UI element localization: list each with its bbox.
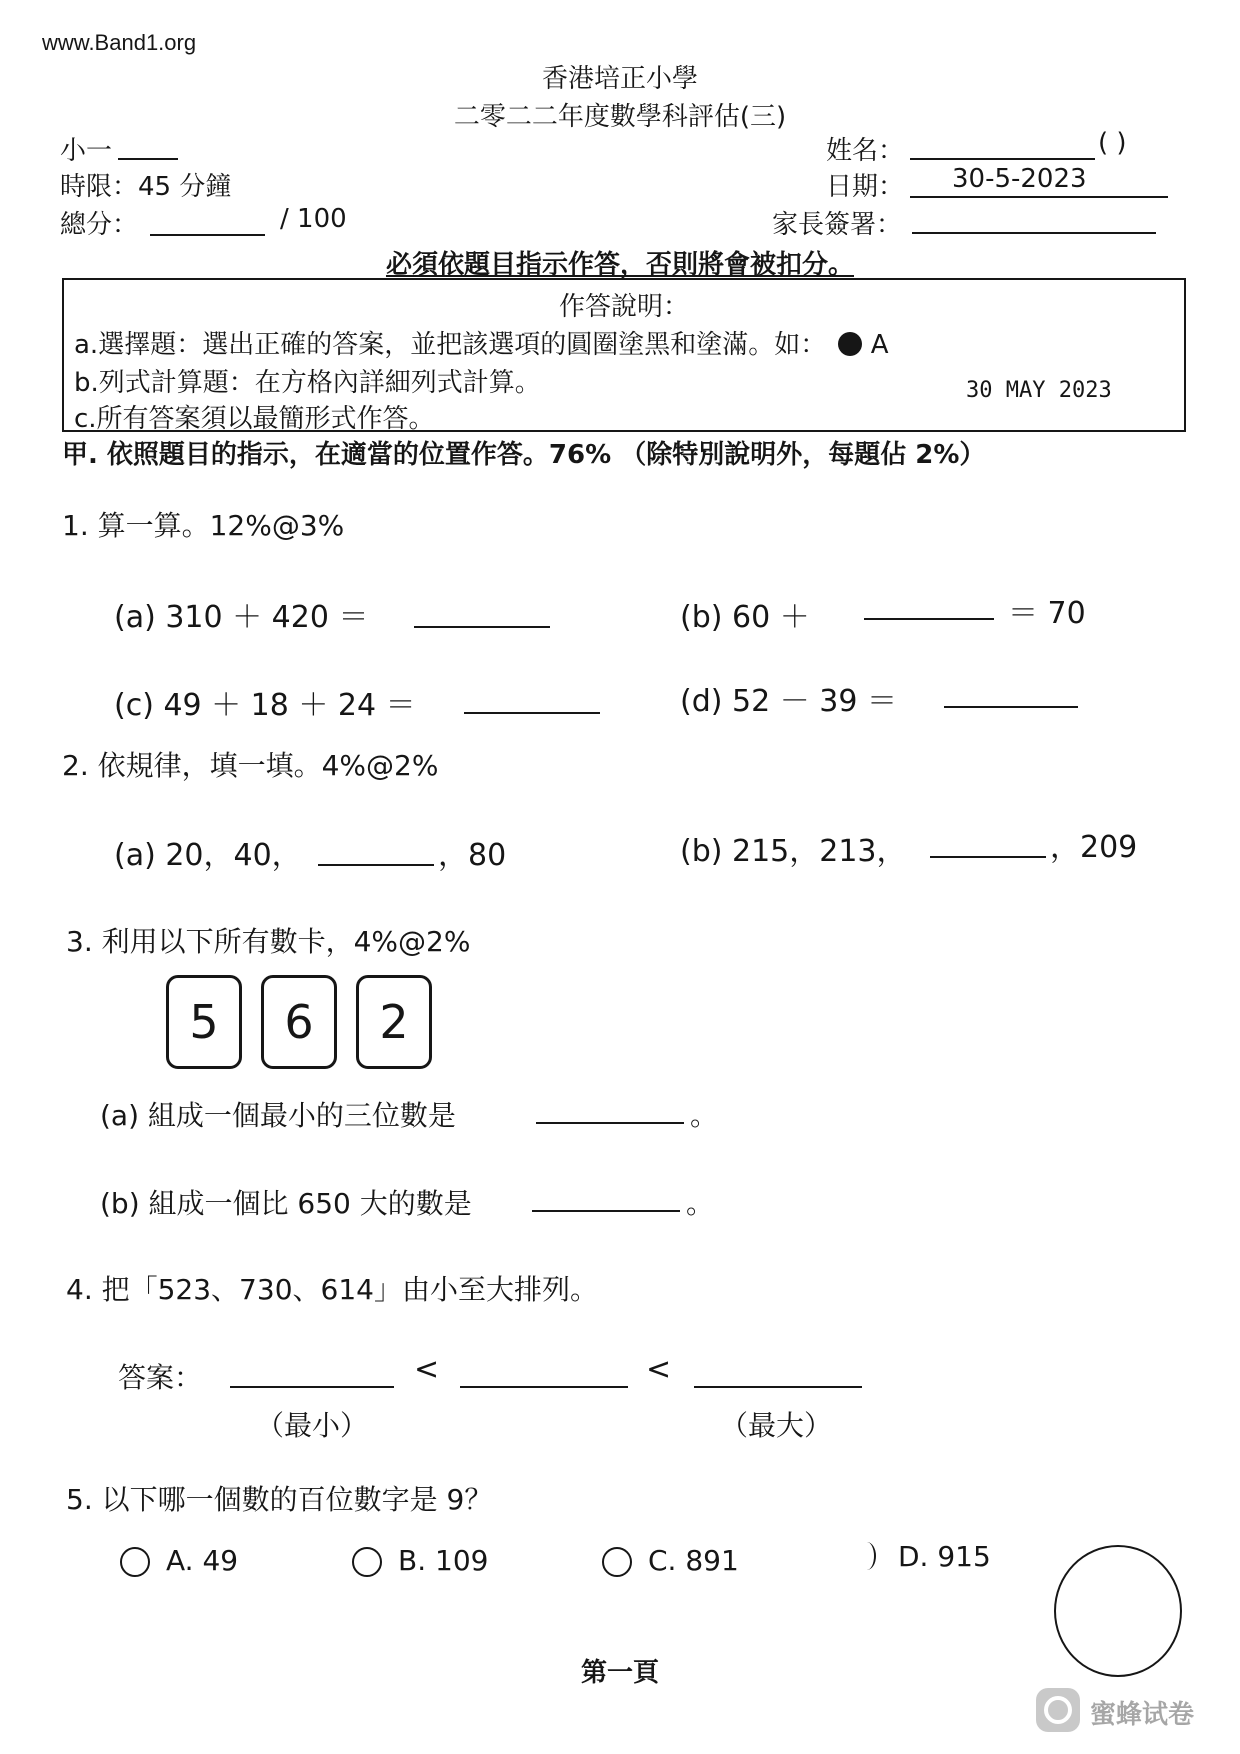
q5-option-b-radio[interactable] [352, 1547, 382, 1577]
q2a-answer[interactable] [318, 864, 434, 866]
instruction-c: c.所有答案須以最簡形式作答。 [74, 404, 435, 434]
q5-option-d-label: D. 915 [898, 1540, 991, 1573]
q4-answer-2[interactable] [460, 1386, 628, 1388]
name-field[interactable] [910, 158, 1095, 160]
number-card-1: 5 [166, 975, 242, 1069]
q3-title: 3. 利用以下所有數卡，4%@2% [66, 925, 471, 958]
q5-option-a-radio[interactable] [120, 1547, 150, 1577]
q1a-answer[interactable] [414, 626, 550, 628]
exam-title: 二零二二年度數學科評估(三) [453, 102, 787, 132]
date-label: 日期： [826, 172, 905, 202]
score-total: / 100 [280, 204, 347, 234]
q1a-expression: (a) 310 ＋ 420 ＝ [114, 600, 369, 635]
q1c-answer[interactable] [464, 712, 600, 714]
q3b-answer[interactable] [532, 1210, 680, 1212]
q1d-expression: (d) 52 － 39 ＝ [680, 684, 897, 719]
q4-answer-1[interactable] [230, 1386, 394, 1388]
q2b-answer[interactable] [930, 856, 1046, 858]
filled-circle-icon [838, 332, 862, 356]
q5-option-c-label: C. 891 [648, 1544, 739, 1577]
class-field[interactable] [118, 158, 178, 160]
warning-text: 必須依題目指示作答，否則將會被扣分。 [385, 250, 854, 280]
instructions-title: 作答說明： [558, 292, 689, 322]
q1c-expression: (c) 49 ＋ 18 ＋ 24 ＝ [114, 688, 416, 723]
q5-option-a-label: A. 49 [166, 1544, 239, 1577]
q1b-result: ＝ 70 [1008, 596, 1086, 631]
brand-logo-icon [1036, 1688, 1080, 1732]
section-a-title: 甲. 依照題目的指示，在適當的位置作答。76% （除特別說明外，每題佔 2%） [62, 440, 986, 470]
school-name: 香港培正小學 [541, 64, 698, 94]
q2b-end: ，209 [1050, 830, 1138, 865]
q5-title: 5. 以下哪一個數的百位數字是 9？ [66, 1483, 493, 1516]
score-label: 總分： [60, 210, 139, 240]
instruction-a-text: a.選擇題：選出正確的答案，並把該選項的圓圈塗黑和塗滿。如： [74, 330, 827, 360]
brand-logo-ring [1044, 1696, 1072, 1724]
q2a-end: ，80 [438, 838, 507, 873]
date-field [910, 196, 1168, 198]
q3b-question: (b) 組成一個比 650 大的數是 [100, 1187, 472, 1220]
q2-title: 2. 依規律，填一填。4%@2% [62, 749, 439, 782]
q5-option-b-label: B. 109 [398, 1544, 489, 1577]
parent-sign-field[interactable] [912, 232, 1156, 234]
q4-less-than-2: < [646, 1352, 672, 1387]
score-field[interactable] [150, 234, 265, 236]
q3a-end: 。 [690, 1099, 719, 1132]
q3b-end: 。 [686, 1187, 715, 1220]
class-label: 小一 [60, 136, 113, 166]
q4-largest-label: （最大） [720, 1409, 833, 1442]
class-number-paren: ( ) [1098, 128, 1127, 158]
date-stamp: 30 MAY 2023 [966, 378, 1112, 403]
example-option-label: A [870, 330, 889, 360]
q5-option-d-radio[interactable] [858, 1542, 876, 1570]
number-card-2: 6 [261, 975, 337, 1069]
q4-less-than-1: < [414, 1352, 440, 1387]
site-watermark: www.Band1.org [42, 30, 197, 55]
time-limit: 時限：45 分鐘 [60, 172, 232, 202]
brand-watermark: 蜜蜂试卷 [1090, 1700, 1195, 1730]
page-number: 第一頁 [580, 1658, 659, 1688]
q3a-question: (a) 組成一個最小的三位數是 [100, 1099, 456, 1132]
instruction-b: b.列式計算題：在方格內詳細列式計算。 [74, 368, 541, 398]
instruction-a [74, 324, 889, 361]
q1b-expression: (b) 60 ＋ [680, 600, 810, 635]
q4-answer-label: 答案： [118, 1361, 203, 1394]
parent-sign-label: 家長簽署： [772, 210, 903, 240]
q1d-answer[interactable] [944, 706, 1078, 708]
name-label: 姓名： [826, 136, 905, 166]
q4-title: 4. 把「523、730、614」由小至大排列。 [66, 1273, 598, 1306]
q5-option-c-radio[interactable] [602, 1547, 632, 1577]
q1b-answer[interactable] [864, 618, 994, 620]
q1-title: 1. 算一算。12%@3% [62, 509, 345, 542]
q2b-sequence: (b) 215，213， [680, 834, 907, 869]
date-value: 30-5-2023 [952, 164, 1087, 194]
instructions-box [62, 278, 1186, 432]
number-card-3: 2 [356, 975, 432, 1069]
q3a-answer[interactable] [536, 1122, 684, 1124]
q4-smallest-label: （最小） [256, 1409, 369, 1442]
q4-answer-3[interactable] [694, 1386, 862, 1388]
q2a-sequence: (a) 20，40， [114, 838, 302, 873]
